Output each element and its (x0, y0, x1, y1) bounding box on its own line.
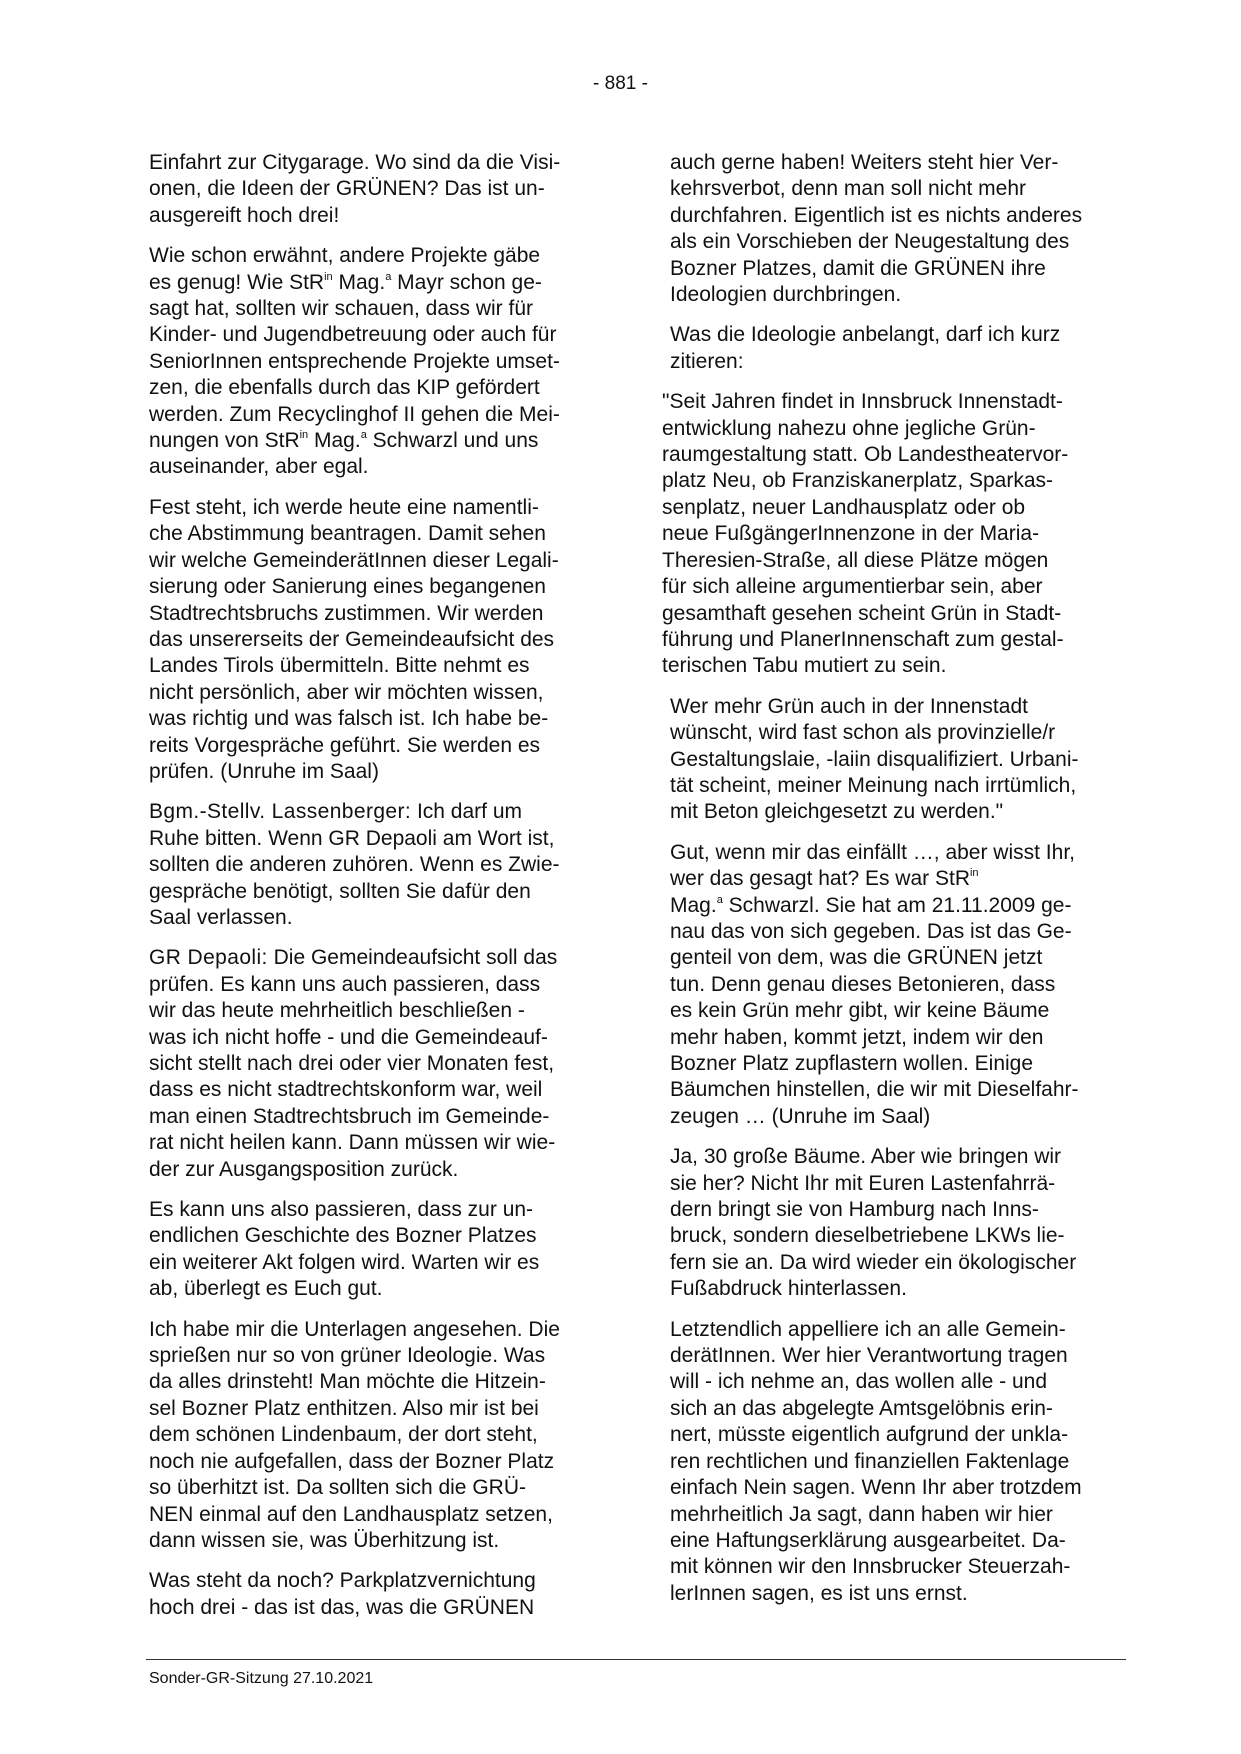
paragraph: Ja, 30 große Bäume. Aber wie bringen wir sie her? Nicht Ihr mit Euren Lastenfahrrä- dern bringt sie von Hamburg nach Inns- bruck, sondern dieselbetriebene LKWs lie- fern sie an. Da wird wieder ein ökologischer Fußabdruck hinterlassen. (670, 1145, 1077, 1301)
paragraph: Einfahrt zur Citygarage. Wo sind da die Visi- onen, die Ideen der GRÜNEN? Das ist un- ausgereift hoch drei! (149, 151, 561, 227)
paragraph (670, 840, 1126, 1130)
superscript: in (969, 867, 979, 880)
paragraph: Wer mehr Grün auch in der Innenstadt wünscht, wird fast schon als provinzielle/r Gestaltungslaie, -laiin disqualifiziert. Urbani- tät scheint, meiner Meinung nach irrtümlich, mit Beton gleichgesetzt zu werden." (670, 694, 1079, 824)
footer-rule (146, 1659, 1126, 1660)
text-run: Gut, wenn mir das einfällt …, aber wisst Ihr, wer das gesagt hat? Es war StR (670, 840, 1075, 891)
superscript: a (385, 270, 392, 283)
paragraph: Es kann uns also passieren, dass zur un- endlichen Geschichte des Bozner Platzes ein weiterer Akt folgen wird. Warten wir es ab, überlegt es Euch gut. (149, 1198, 540, 1301)
speaker-name: GR Depaoli: (149, 946, 268, 970)
speaker-name: Bgm.-Stellv. Lassenberger: (149, 800, 412, 824)
text-run: Mag. (332, 270, 386, 294)
speech-paragraph (149, 799, 605, 931)
superscript: in (324, 270, 333, 283)
left-column (149, 150, 605, 1635)
superscript: a (360, 429, 367, 442)
superscript: in (299, 429, 309, 442)
text-run: Schwarzl. Sie hat am 21.11.2009 ge- nau das von sich gegeben. Das ist das Ge- genteil von dem, was die GRÜNEN jetzt tun. Denn genau dieses Betonieren, dass es kein Grün mehr gibt, wir keine Bäume mehr haben, kommt jetzt, indem wir den Bozner Platz zupflastern wollen. Einige Bäumchen hinstellen, die wir mit Dieselfahr- zeugen … (Unruhe im Saal) (670, 893, 1079, 1128)
paragraph: Letztendlich appelliere ich an alle Gemein- derätInnen. Wer hier Verantwortung tragen will - ich nehme an, das wollen alle - und sich an das abgelegte Amtsgelöbnis erin- nert, müsste eigentlich aufgrund der unkla- ren rechtlichen und finanziellen Faktenlage einfach Nein sagen. Wenn Ihr aber trotzdem mehrheitlich Ja sagt, dann haben wir hier eine Haftungserklärung ausgearbeitet. Da- mit können wir den Innsbrucker Steuerzah- lerInnen sagen, es ist uns ernst. (670, 1317, 1082, 1605)
paragraph (149, 243, 605, 481)
text-run: Wie schon erwähnt, andere Projekte gäbe es genug! Wie StR (149, 244, 541, 294)
text-run: Mayr schon ge- sagt hat, sollten wir schauen, dass wir für Kinder- und Jugendbetreuung oder auch für SeniorInnen entsprechende Projekte umset- zen, die ebenfalls durch das KIP gefördert werden. Zum Recyclinghof II gehen die Mei- nungen von StR (149, 270, 560, 453)
right-column (662, 150, 1126, 1621)
quote-paragraph: "Seit Jahren findet in Innsbruck Innenstadt- entwicklung nahezu ohne jegliche Grün- raumgestaltung statt. Ob Landestheatervor- platz Neu, ob Franziskanerplatz, Sparkas- senplatz, neuer Landhausplatz oder ob neue FußgängerInnenzone in der Maria- Theresien-Straße, all diese Plätze mögen für sich alleine argumentierbar sein, aber gesamthaft gesehen scheint Grün in Stadt- führung und PlanerInnenschaft zum gestal- terischen Tabu mutiert zu sein. (662, 390, 1069, 678)
paragraph: Ich habe mir die Unterlagen angesehen. Die sprießen nur so von grüner Ideologie. Was da alles drinsteht! Man möchte die Hitzein- sel Bozner Platz enthitzen. Also mir ist bei dem schönen Lindenbaum, der dort steht, noch nie aufgefallen, dass der Bozner Platz so überhitzt ist. Da sollten sich die GRÜ- NEN einmal auf den Landhausplatz setzen, dann wissen sie, was Überhitzung ist. (149, 1317, 560, 1552)
footer-text: Sonder-GR-Sitzung 27.10.2021 (149, 1670, 374, 1687)
paragraph: Was steht da noch? Parkplatzvernichtung hoch drei - das ist das, was die GRÜNEN (149, 1569, 536, 1619)
text-run: Schwarzl und uns auseinander, aber egal. (149, 429, 539, 479)
speech-paragraph (149, 945, 605, 1183)
page-number: - 881 - (593, 73, 648, 94)
speech-text: Ich darf um Ruhe bitten. Wenn GR Depaoli am Wort ist, sollten die anderen zuhören. Wenn es Zwie- gespräche benötigt, sollten Sie dafür den Saal verlassen. (149, 800, 560, 929)
paragraph: Was die Ideologie anbelangt, darf ich kurz zitieren: (670, 323, 1061, 373)
paragraph: auch gerne haben! Weiters steht hier Ver- kehrsverbot, denn man soll nicht mehr durchfahren. Eigentlich ist es nichts anderes als ein Vorschieben der Neugestaltung des Bozner Platzes, damit die GRÜNEN ihre Ideologien durchbringen. (670, 151, 1083, 307)
paragraph: Fest steht, ich werde heute eine namentli- che Abstimmung beantragen. Damit sehen wir welche GemeinderätInnen dieser Legali- sierung oder Sanierung eines begangenen Stadtrechtsbruchs zustimmen. Wir werden das unsererseits der Gemeindeaufsicht des Landes Tirols übermitteln. Bitte nehmt es nicht persönlich, aber wir möchten wissen, was richtig und was falsch ist. Ich habe be- reits Vorgespräche geführt. Sie werden es prüfen. (Unruhe im Saal) (149, 495, 559, 783)
text-run: Mag. (670, 893, 717, 917)
text-run: Mag. (308, 429, 361, 453)
speech-text: Die Gemeindeaufsicht soll das prüfen. Es kann uns auch passieren, dass wir das heute mehrheitlich beschließen - was ich nicht hoffe - und die Gemeindeauf- sicht stellt nach drei oder vier Monaten fest, dass es nicht stadtrechtskonform war, weil man einen Stadtrechtsbruch im Gemeinde- rat nicht heilen kann. Dann müssen wir wie- der zur Ausgangsposition zurück. (149, 946, 558, 1181)
superscript: a (716, 893, 723, 906)
